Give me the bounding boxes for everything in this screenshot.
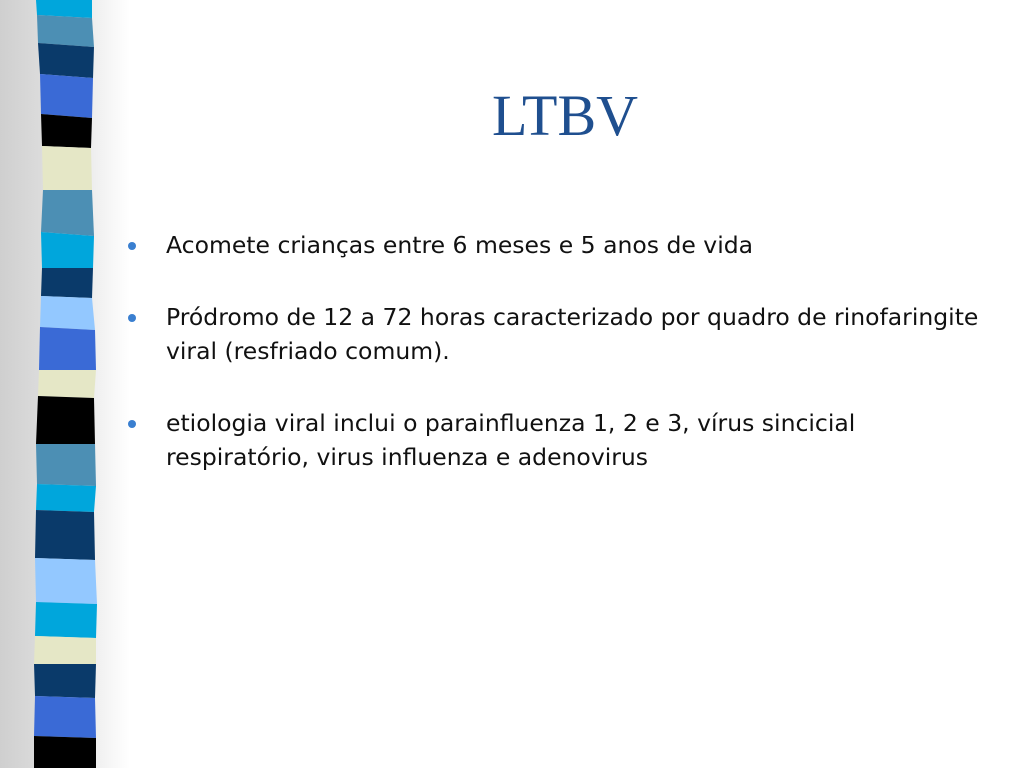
stripe-block: [34, 636, 96, 664]
stripe-block: [36, 0, 92, 18]
stripe-block: [35, 602, 97, 638]
bullet-item: [122, 228, 992, 262]
bullet-text: Pródromo de 12 a 72 horas caracterizado por quadro de rinofaringite viral (resfriado comum).: [166, 303, 979, 365]
stripe-block: [41, 114, 92, 148]
stripe-block: [35, 558, 97, 604]
stripe-block: [38, 43, 94, 78]
stripe-block: [35, 510, 95, 560]
stripe-block: [38, 370, 96, 398]
stripe-block: [37, 15, 94, 47]
bullet-text: Acomete crianças entre 6 meses e 5 anos de vida: [166, 231, 754, 259]
stripe-block: [40, 296, 95, 330]
stripe-block: [41, 268, 93, 298]
decorative-color-stripe: [0, 0, 130, 768]
stripe-block: [34, 736, 96, 768]
bullet-item: [122, 300, 992, 368]
bullet-text: etiologia viral inclui o parainfluenza 1, 2 e 3, vírus sincicial respiratório, virus influenza e adenovirus: [166, 409, 856, 471]
stripe-block: [36, 484, 96, 512]
stripe-block: [40, 74, 93, 118]
stripe-block: [41, 232, 94, 268]
stripe-block: [36, 396, 95, 444]
stripe-block: [36, 444, 96, 486]
stripe-block: [42, 146, 92, 190]
stripe-block: [34, 696, 96, 738]
stripe-block: [34, 664, 96, 698]
stripe-block: [41, 190, 94, 236]
bullet-list: [122, 228, 992, 512]
bullet-marker-icon: [128, 314, 136, 322]
stripe-block: [39, 327, 96, 370]
bullet-item: [122, 406, 992, 474]
slide-title: LTBV: [491, 83, 639, 148]
bullet-marker-icon: [128, 420, 136, 428]
bullet-marker-icon: [128, 242, 136, 250]
